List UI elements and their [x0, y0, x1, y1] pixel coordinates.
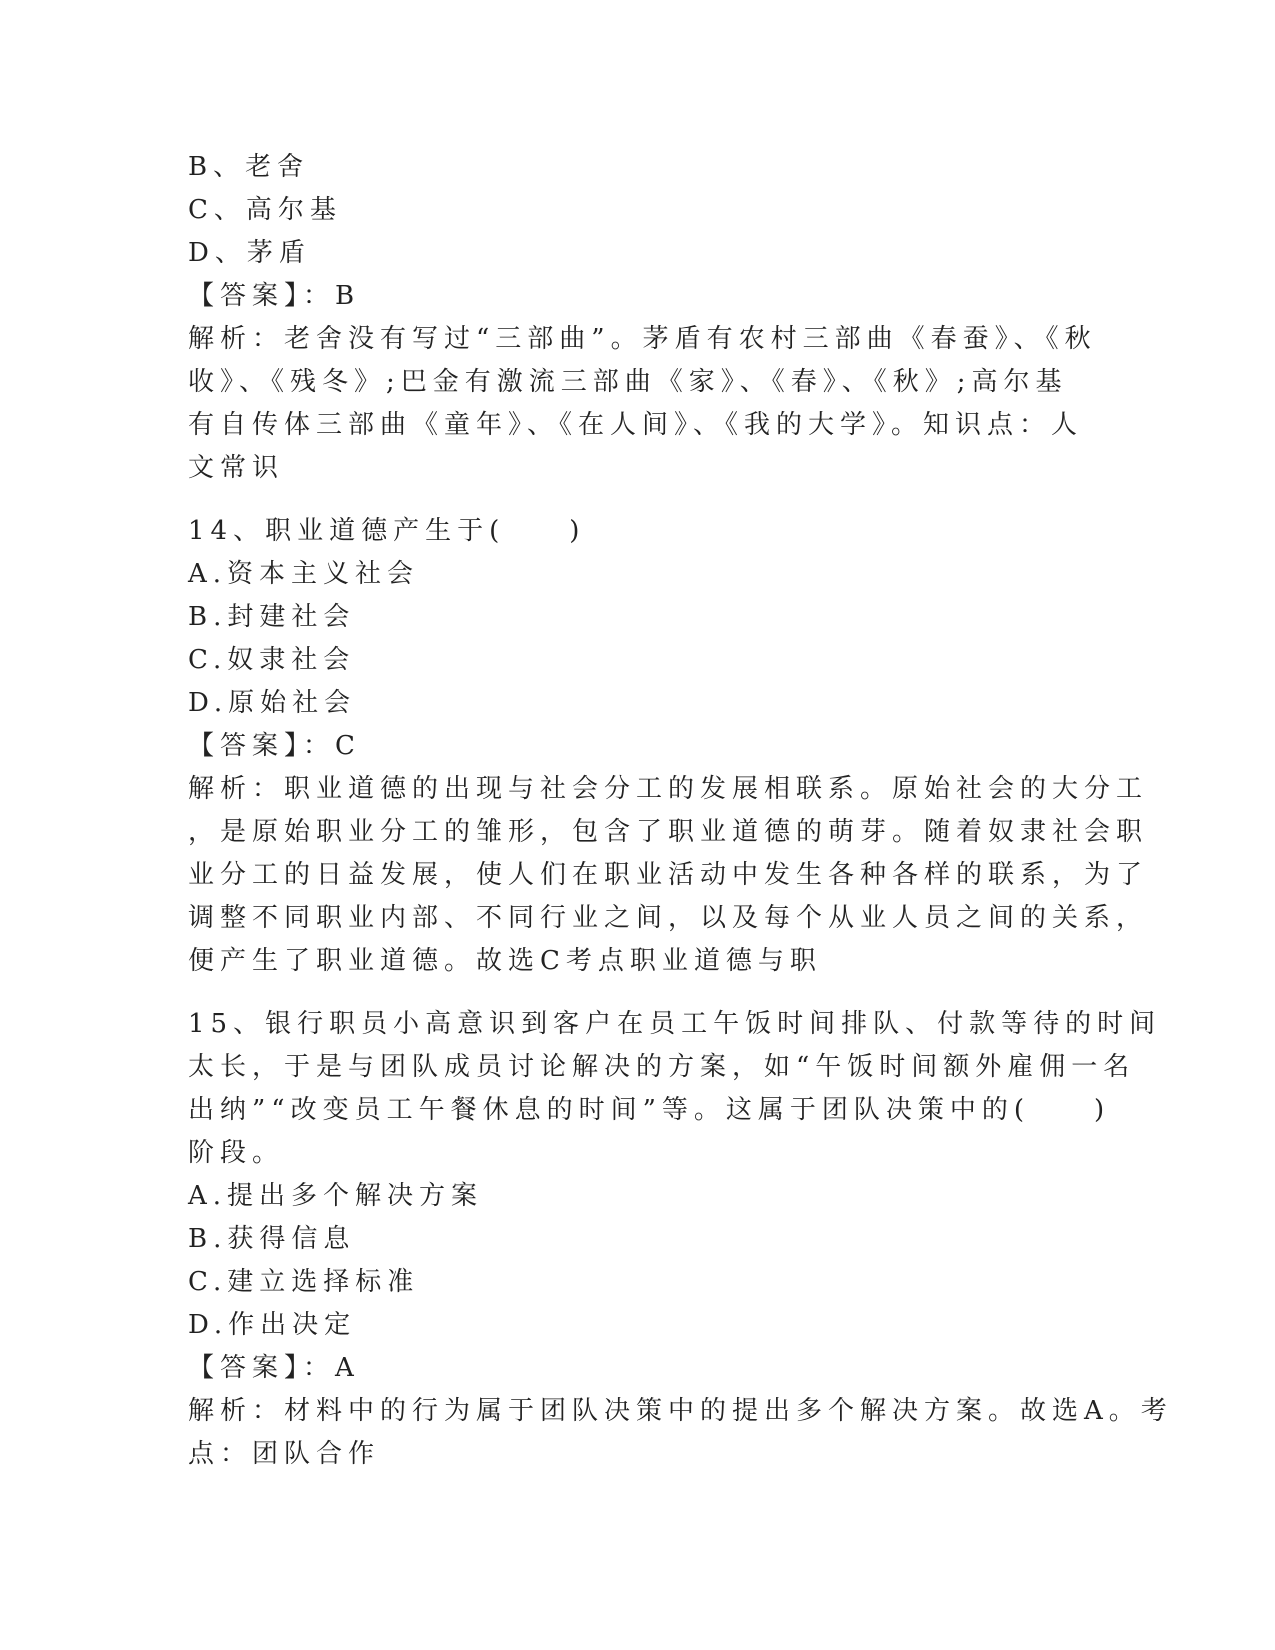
- option-c: C.建立选择标准: [188, 1267, 420, 1297]
- analysis-line: 业分工的日益发展，使人们在职业活动中发生各种各样的联系，为了: [188, 860, 1149, 890]
- option-a: A.提出多个解决方案: [188, 1181, 484, 1211]
- option-a: A.资本主义社会: [188, 559, 420, 589]
- analysis-line: 解析：材料中的行为属于团队决策中的提出多个解决方案。故选A。考: [188, 1396, 1173, 1426]
- analysis-line: 解析：老舍没有写过“三部曲”。茅盾有农村三部曲《春蚕》、《秋: [188, 324, 1097, 354]
- answer: 【答案】：A: [188, 1353, 360, 1383]
- analysis-line: 收》、《残冬》;巴金有激流三部曲《家》、《春》、《秋》;高尔基: [188, 367, 1068, 397]
- document-page: [188, 146, 1173, 1476]
- question-15: [188, 1003, 1173, 1476]
- analysis-line: 调整不同职业内部、不同行业之间，以及每个从业人员之间的关系，: [188, 903, 1149, 933]
- question-text: 15、银行职员小高意识到客户在员工午饭时间排队、付款等待的时间: [188, 1009, 1162, 1039]
- analysis-line: 文常识: [188, 453, 285, 483]
- option-d: D.作出决定: [188, 1310, 357, 1340]
- question-text: 出纳”“改变员工午餐休息的时间”等。这属于团队决策中的( ): [188, 1095, 1111, 1125]
- analysis-line: 便产生了职业道德。故选C考点职业道德与职: [188, 946, 822, 976]
- option-b: B.封建社会: [188, 602, 356, 632]
- question-text: 太长，于是与团队成员讨论解决的方案，如“午饭时间额外雇佣一名: [188, 1052, 1136, 1082]
- question-14: [188, 510, 1149, 983]
- option-c: C、高尔基: [188, 195, 342, 225]
- question-text: 14、职业道德产生于( ): [188, 516, 586, 546]
- analysis-line: 有自传体三部曲《童年》、《在人间》、《我的大学》。知识点：人: [188, 410, 1084, 440]
- question-text: 阶段。: [188, 1138, 285, 1168]
- analysis-line: ，是原始职业分工的雏形，包含了职业道德的萌芽。随着奴隶社会职: [188, 817, 1149, 847]
- option-b: B、老舍: [188, 152, 310, 182]
- analysis-line: 点：团队合作: [188, 1439, 381, 1469]
- analysis-line: 解析：职业道德的出现与社会分工的发展相联系。原始社会的大分工: [188, 774, 1149, 804]
- answer: 【答案】：C: [188, 731, 361, 761]
- option-b: B.获得信息: [188, 1224, 356, 1254]
- option-d: D.原始社会: [188, 688, 357, 718]
- option-c: C.奴隶社会: [188, 645, 356, 675]
- option-d: D、茅盾: [188, 238, 311, 268]
- question-13: [188, 146, 1097, 490]
- answer: 【答案】：B: [188, 281, 361, 311]
